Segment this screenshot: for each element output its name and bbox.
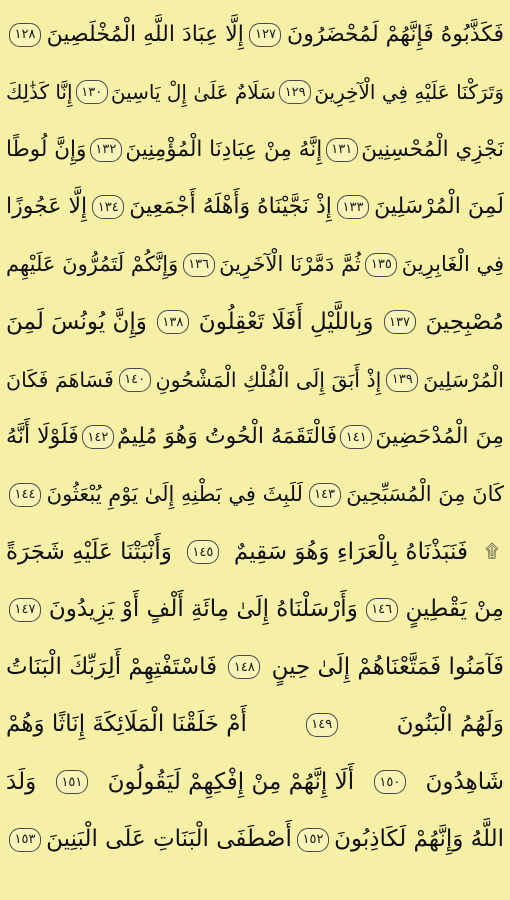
verse-text: وَلَهُمُ الْبَنُونَ bbox=[396, 711, 504, 738]
ayah-number-marker: ١٣٦ bbox=[183, 253, 215, 277]
verse-text: إِنَّهُ مِنْ عِبَادِنَا الْمُؤْمِنِينَ bbox=[125, 137, 323, 162]
ayah-number-marker: ١٥٣ bbox=[9, 828, 41, 852]
verse-text: فِي الْغَابِرِينَ bbox=[401, 252, 504, 277]
ayah-number-marker: ١٤٨ bbox=[228, 655, 260, 679]
verse-line bbox=[6, 754, 504, 812]
ayah-number-marker: ١٣٩ bbox=[386, 368, 418, 392]
verse-text: ثُمَّ دَمَّرْنَا الْآخَرِينَ bbox=[219, 252, 361, 277]
verse-line bbox=[6, 409, 504, 467]
verse-text: فَكَذَّبُوهُ فَإِنَّهُمْ لَمُحْضَرُونَ bbox=[287, 21, 504, 47]
verse-line bbox=[6, 179, 504, 237]
verse-line bbox=[6, 121, 504, 179]
verse-line bbox=[6, 6, 504, 64]
verse-line bbox=[6, 466, 504, 524]
ayah-number-marker: ١٥٠ bbox=[374, 770, 406, 794]
ayah-number-marker: ١٣٧ bbox=[384, 310, 416, 334]
verse-text: وَأَرْسَلْنَاهُ إِلَىٰ مِائَةِ أَلْفٍ أَوْ يَزِيدُونَ bbox=[48, 596, 358, 623]
verse-text: الْمُرْسَلِينَ bbox=[423, 367, 504, 392]
ayah-number-marker: ١٤٧ bbox=[9, 598, 41, 622]
verse-text: أَصْطَفَى الْبَنَاتِ عَلَى الْبَنِينَ bbox=[46, 826, 292, 853]
verse-text: إِذْ أَبَقَ إِلَى الْفُلْكِ الْمَشْحُونِ bbox=[155, 367, 382, 392]
verse-text: اللَّهُ وَإِنَّهُمْ لَكَاذِبُونَ bbox=[334, 826, 504, 853]
verse-text: وَإِنَّ لُوطًا bbox=[6, 137, 87, 162]
ayah-number-marker: ١٤٢ bbox=[82, 425, 114, 449]
ayah-number-marker: ١٢٩ bbox=[279, 80, 311, 104]
ayah-number-marker: ١٥١ bbox=[56, 770, 88, 794]
ayah-number-marker: ١٢٧ bbox=[249, 23, 281, 47]
ayah-number-marker: ١٣٥ bbox=[365, 253, 397, 277]
verse-text: فَلَوْلَا أَنَّهُ bbox=[6, 424, 79, 450]
verse-text: إِلَّا عِبَادَ اللَّهِ الْمُخْلَصِينَ bbox=[46, 21, 244, 47]
ayah-number-marker: ١٢٨ bbox=[9, 23, 41, 47]
verse-text: فَآمَنُوا فَمَتَّعْنَاهُمْ إِلَىٰ حِينٍ bbox=[271, 653, 504, 680]
ayah-number-marker: ١٤٣ bbox=[309, 483, 341, 507]
verse-text: فَاسْتَفْتِهِمْ أَلِرَبِّكَ الْبَنَاتُ bbox=[6, 653, 218, 680]
verse-text: شَاهِدُونَ bbox=[425, 768, 504, 795]
verse-text: فَنَبَذْنَاهُ بِالْعَرَاءِ وَهُوَ سَقِيمٌ bbox=[233, 538, 468, 565]
verse-text: وَتَرَكْنَا عَلَيْهِ فِي الْآخِرِينَ bbox=[314, 80, 504, 105]
verse-text: فَالْتَقَمَهُ الْحُوتُ وَهُوَ مُلِيمٌ bbox=[116, 424, 338, 450]
verse-text: إِنَّا كَذَٰلِكَ bbox=[6, 80, 73, 105]
verse-line bbox=[6, 294, 504, 352]
ayah-number-marker: ١٤٦ bbox=[366, 598, 398, 622]
verse-text: كَانَ مِنَ الْمُسَبِّحِينَ bbox=[346, 482, 504, 507]
verse-text: لَمِنَ الْمُرْسَلِينَ bbox=[374, 194, 504, 220]
ayah-number-marker: ١٤٠ bbox=[119, 368, 151, 392]
verse-text: أَمْ خَلَقْنَا الْمَلَائِكَةَ إِنَاثًا وَهُمْ bbox=[6, 711, 247, 738]
verse-line bbox=[6, 696, 504, 754]
verse-text: نَجْزِي الْمُحْسِنِينَ bbox=[361, 137, 504, 162]
verse-text: وَلَدَ bbox=[6, 768, 37, 795]
verse-line bbox=[6, 351, 504, 409]
ayah-number-marker: ١٣٠ bbox=[76, 80, 108, 104]
verse-text: وَإِنَّ يُونُسَ لَمِنَ bbox=[6, 308, 147, 335]
verse-text: مُصْبِحِينَ bbox=[425, 308, 504, 335]
ayah-number-marker: ١٣٤ bbox=[92, 195, 124, 219]
ayah-number-marker: ١٣١ bbox=[326, 138, 358, 162]
verse-text: مِنْ يَقْطِينٍ bbox=[405, 596, 504, 623]
verse-text: وَإِنَّكُمْ لَتَمُرُّونَ عَلَيْهِم bbox=[6, 252, 179, 277]
verse-line bbox=[6, 64, 504, 122]
ayah-number-marker: ١٣٨ bbox=[157, 310, 189, 334]
verse-text: سَلَامٌ عَلَىٰ إِلْ يَاسِينَ bbox=[110, 80, 276, 105]
ayah-number-marker: ١٤٥ bbox=[187, 540, 219, 564]
ayah-number-marker: ١٣٢ bbox=[90, 138, 122, 162]
sajda-marker-icon: ۩ bbox=[485, 541, 499, 563]
verse-line bbox=[6, 236, 504, 294]
verse-text: أَلَا إِنَّهُمْ مِنْ إِفْكِهِمْ لَيَقُولُونَ bbox=[107, 768, 355, 795]
verse-text: إِلَّا عَجُوزًا bbox=[6, 194, 88, 220]
ayah-number-marker: ١٤٩ bbox=[306, 713, 338, 737]
verse-line bbox=[6, 811, 504, 869]
verse-line bbox=[6, 524, 504, 582]
verse-lines bbox=[6, 6, 504, 869]
verse-text: وَأَنْبَتْنَا عَلَيْهِ شَجَرَةً bbox=[6, 538, 172, 565]
ayah-number-marker: ١٣٣ bbox=[337, 195, 369, 219]
ayah-number-marker: ١٤٤ bbox=[9, 483, 41, 507]
verse-line bbox=[6, 639, 504, 697]
verse-line bbox=[6, 581, 504, 639]
verse-text: لَلَبِثَ فِي بَطْنِهِ إِلَىٰ يَوْمِ يُبْعَثُونَ bbox=[46, 482, 303, 507]
verse-text: مِنَ الْمُدْحَضِينَ bbox=[375, 424, 504, 450]
verse-text: فَسَاهَمَ فَكَانَ bbox=[6, 367, 114, 392]
verse-text: وَبِاللَّيْلِ أَفَلَا تَعْقِلُونَ bbox=[198, 308, 374, 335]
ayah-number-marker: ١٥٢ bbox=[297, 828, 329, 852]
verse-text: إِذْ نَجَّيْنَاهُ وَأَهْلَهُ أَجْمَعِينَ bbox=[129, 194, 332, 220]
ayah-number-marker: ١٤١ bbox=[340, 425, 372, 449]
